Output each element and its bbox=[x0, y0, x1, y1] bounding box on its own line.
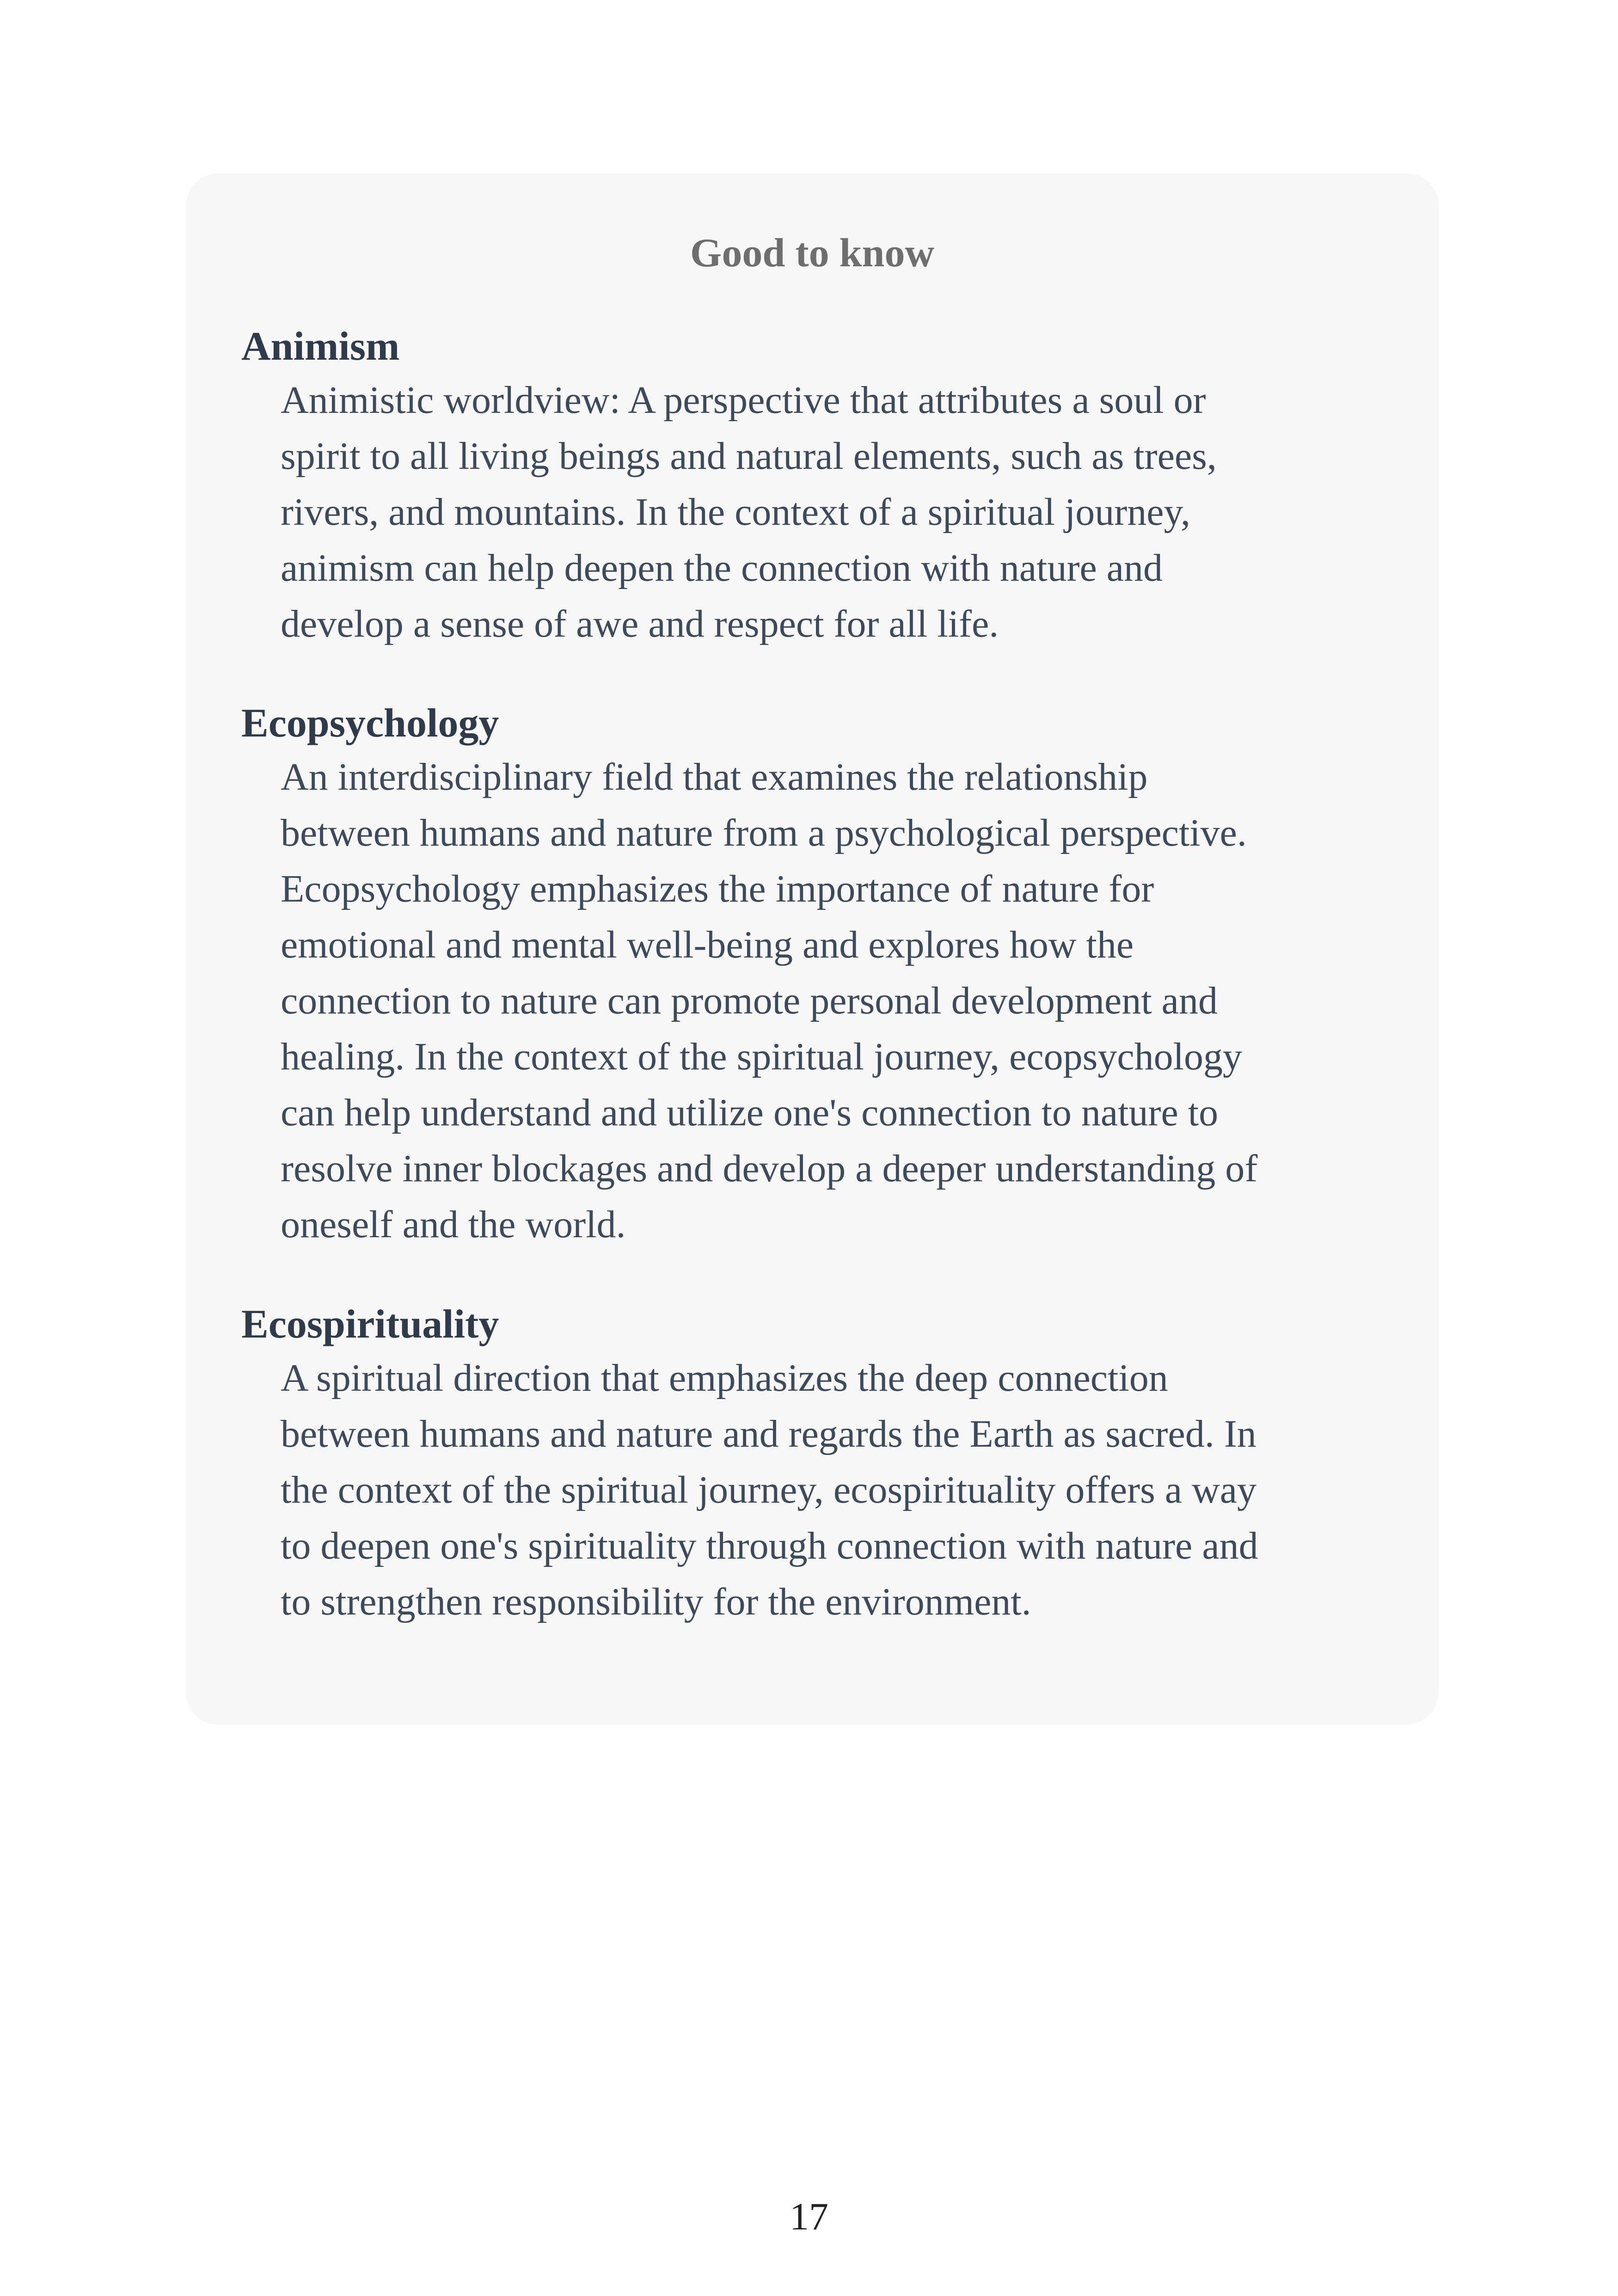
definition-line: develop a sense of awe and respect for all life. bbox=[281, 602, 999, 645]
definition-line: A spiritual direction that emphasizes the deep connection bbox=[281, 1357, 1168, 1400]
page-number: 17 bbox=[790, 2195, 828, 2238]
definition-line: animism can help deepen the connection with nature and bbox=[281, 546, 1163, 589]
definition-line: healing. In the context of the spiritual journey, ecopsychology bbox=[281, 1035, 1242, 1078]
term-definition bbox=[241, 1350, 1416, 1630]
glossary-entry-animism bbox=[241, 321, 1416, 652]
definition-line: to strengthen responsibility for the environment. bbox=[281, 1580, 1031, 1623]
definition-line: emotional and mental well-being and explores how the bbox=[281, 923, 1134, 966]
good-to-know-box bbox=[186, 173, 1439, 1725]
definition-line: Ecopsychology emphasizes the importance of nature for bbox=[281, 867, 1154, 910]
definition-line: Animistic worldview: A perspective that attributes a soul or bbox=[281, 379, 1206, 422]
definition-line: resolve inner blockages and develop a deeper understanding of bbox=[281, 1147, 1258, 1190]
term-definition bbox=[241, 372, 1416, 652]
definition-line: between humans and nature and regards the Earth as sacred. In bbox=[281, 1412, 1256, 1455]
box-title: Good to know bbox=[690, 231, 935, 276]
definition-line: between humans and nature from a psychological perspective. bbox=[281, 811, 1247, 854]
glossary-entry-ecospirituality bbox=[241, 1299, 1416, 1630]
definition-line: to deepen one's spirituality through connection with nature and bbox=[281, 1524, 1258, 1567]
definition-line: oneself and the world. bbox=[281, 1203, 626, 1246]
term-definition bbox=[241, 749, 1416, 1252]
term-heading: Ecopsychology bbox=[241, 701, 499, 746]
definition-line: can help understand and utilize one's connection to nature to bbox=[281, 1091, 1219, 1134]
definition-line: the context of the spiritual journey, ecospirituality offers a way bbox=[281, 1468, 1257, 1511]
definition-line: connection to nature can promote personal development and bbox=[281, 979, 1218, 1022]
definition-line: spirit to all living beings and natural elements, such as trees, bbox=[281, 435, 1217, 478]
glossary-entry-ecopsychology bbox=[241, 698, 1416, 1252]
definition-line: An interdisciplinary field that examines the relationship bbox=[281, 755, 1148, 798]
term-heading: Ecospirituality bbox=[241, 1302, 499, 1347]
definition-line: rivers, and mountains. In the context of a spiritual journey, bbox=[281, 491, 1191, 534]
term-heading: Animism bbox=[241, 324, 400, 369]
